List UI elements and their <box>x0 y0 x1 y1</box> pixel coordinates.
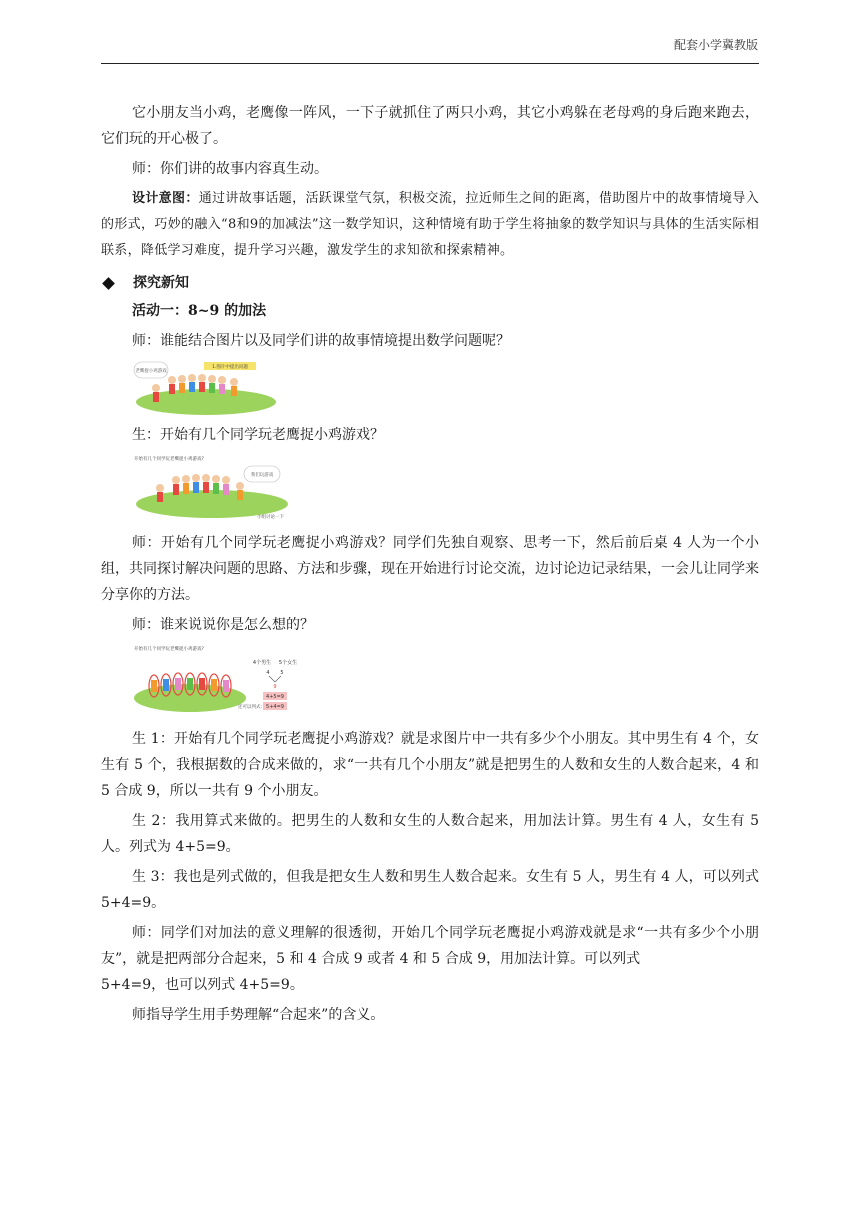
fig3-girls-label: 5个女生 <box>278 660 298 666</box>
diamond-bullet-icon <box>102 277 115 290</box>
figure-addition-diagram <box>132 642 759 720</box>
paragraph-teacher-question: 师：谁能结合图片以及同学们讲的故事情境提出数学问题呢？ <box>132 333 510 349</box>
paragraph-teacher-summary: 师：同学们对加法的意义理解的很透彻，开始几个同学玩老鹰捉小鸡游戏就是求“一共有多少个小朋友”，就是把两部分合起来，5 和 4 合成 9 或者 4 和 5 合成 9，用加法计算。可以列式 <box>101 925 759 967</box>
activity-title: 活动一：8~9 的加法 <box>132 303 267 319</box>
fig3-equation-2: 5+4=9 <box>266 704 284 710</box>
paragraph-student-1: 生 1：开始有几个同学玩老鹰捉小鸡游戏？就是求图片中一共有多少个小朋友。其中男生有 4 个，女生有 5 个，我根据数的合成来做的，求“一共有几个小朋友”就是把男生的人数和女生的人数合起来，4 和 5 合成 9，所以一共有 9 个小朋友。 <box>101 731 759 799</box>
paragraph-teacher-instruction: 师：开始有几个同学玩老鹰捉小鸡游戏？同学们先独自观察、思考一下，然后前后桌 4 人为一个小组，共同探讨解决问题的思路、方法和步骤，现在开始进行讨论交流，边讨论边记录结果，一会儿让同学来分享你的方法。 <box>101 535 759 603</box>
page-content <box>101 100 759 1032</box>
paragraph-student-2: 生 2：我用算式来做的。把男生的人数和女生的人数合起来，用加法计算。男生有 4 人，女生有 5 人。列式为 4+5=9。 <box>101 813 759 855</box>
section-title: 探究新知 <box>133 275 189 291</box>
paragraph-student-question: 生：开始有几个同学玩老鹰捉小鸡游戏？ <box>132 427 384 443</box>
paragraph-story-end: 它小朋友当小鸡，老鹰像一阵风，一下子就抓住了两只小鸡，其它小鸡躲在老母鸡的身后跑来跑去，它们玩的开心极了。 <box>101 105 759 147</box>
section-heading <box>101 270 759 296</box>
design-intent <box>101 186 759 264</box>
header-label: 配套小学冀教版 <box>673 38 758 52</box>
fig1-bubble: 老鹰捉小鸡游戏 <box>135 369 167 374</box>
fig3-number-4: 4 <box>266 670 270 676</box>
fig2-banner: 小组讨论一下 <box>257 515 284 520</box>
paragraph-teacher-praise: 师：你们讲的故事内容真生动。 <box>132 161 328 177</box>
fig2-caption: 开始有几个同学玩老鹰捉小鸡游戏? <box>134 457 204 462</box>
paragraph-student-3: 生 3：我也是列式做的，但我是把女生人数和男生人数合起来。女生有 5 人，男生有 4 人，可以列式 5+4=9。 <box>101 869 759 911</box>
design-intent-text: 通过讲故事话题，活跃课堂气氛，积极交流，拉近师生之间的距离，借助图片中的故事情境导入的形式，巧妙的融入“8和9的加减法”这一数学知识，这种情境有助于学生将抽象的数学知识与具体的生活实际相联系，降低学习难度，提升学习兴趣，激发学生的求知欲和探索精神。 <box>101 191 759 258</box>
fig3-equation-label: 还可以列式: <box>238 705 263 710</box>
fig3-number-9: 9 <box>273 684 277 690</box>
figure-game-scene-1 <box>132 358 759 416</box>
fig2-bubble: 我们玩游戏 <box>250 473 274 478</box>
fig3-number-5: 5 <box>280 670 284 676</box>
design-intent-label: 设计意图： <box>132 191 199 206</box>
fig1-banner: 1.图片中提出问题 <box>212 365 248 370</box>
fig3-boys-label: 4个男生 <box>252 660 272 666</box>
paragraph-teacher-summary-cont: 5+4=9，也可以列式 4+5=9。 <box>101 977 304 993</box>
figure-game-scene-2 <box>132 452 759 524</box>
paragraph-teacher-ask: 师：谁来说说你是怎么想的？ <box>132 617 314 633</box>
fig3-caption: 开始有几个同学玩老鹰捉小鸡游戏? <box>134 647 204 652</box>
fig3-equation-1: 4+5=9 <box>266 694 284 700</box>
header-rule <box>101 63 759 64</box>
paragraph-gesture-guidance: 师指导学生用手势理解“合起来”的含义。 <box>132 1007 385 1023</box>
